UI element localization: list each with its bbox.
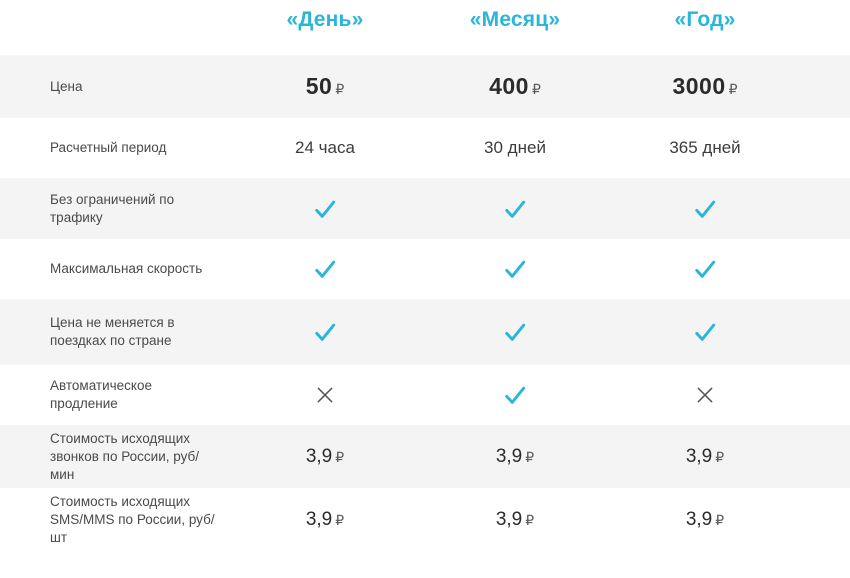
plan-title-month: «Месяц»	[469, 8, 561, 31]
check-icon	[610, 258, 800, 280]
table-row	[0, 239, 850, 299]
row-label: Стоимость исходящих SMS/MMS по России, руб/шт	[50, 493, 215, 545]
cross-icon	[695, 385, 715, 405]
currency-symbol: ₽	[525, 448, 535, 465]
check-icon	[420, 198, 610, 220]
plan-column-year	[610, 8, 800, 32]
price-cell	[420, 509, 610, 531]
cell-text: 30 дней	[484, 138, 546, 157]
table-body	[0, 55, 850, 551]
price-cell	[610, 73, 800, 100]
table-row	[0, 55, 850, 118]
check-icon	[694, 258, 716, 280]
currency-symbol: ₽	[728, 81, 738, 97]
row-label: Цена	[50, 78, 83, 94]
price-value: 400	[489, 73, 529, 99]
plan-title-year: «Год»	[674, 8, 736, 31]
check-icon	[314, 321, 336, 343]
currency-symbol: ₽	[335, 81, 345, 97]
check-icon	[694, 198, 716, 220]
check-icon	[504, 384, 526, 406]
check-icon	[504, 258, 526, 280]
check-icon	[230, 258, 420, 280]
price-value: 3000	[672, 73, 726, 99]
text-cell	[230, 138, 420, 158]
text-cell	[610, 138, 800, 158]
price-cell	[230, 73, 420, 100]
price-cell	[420, 73, 610, 100]
table-row	[0, 178, 850, 239]
currency-symbol: ₽	[715, 448, 725, 465]
check-icon	[504, 198, 526, 220]
currency-symbol: ₽	[715, 511, 725, 528]
currency-symbol: ₽	[525, 511, 535, 528]
cross-icon	[315, 385, 335, 405]
price-value: 3,9	[495, 445, 523, 467]
table-row	[0, 488, 850, 551]
cross-icon	[230, 385, 420, 405]
currency-symbol: ₽	[531, 81, 541, 97]
check-icon	[314, 198, 336, 220]
cross-icon	[610, 385, 800, 405]
table-header-row	[0, 0, 850, 55]
check-icon	[504, 321, 526, 343]
check-icon	[610, 321, 800, 343]
price-value: 3,9	[305, 445, 333, 467]
check-icon	[230, 321, 420, 343]
price-cell	[610, 446, 800, 468]
cell-text: 365 дней	[669, 138, 741, 157]
row-label: Расчетный период	[50, 140, 167, 155]
row-label: Автоматическое продление	[50, 378, 153, 411]
price-cell	[230, 446, 420, 468]
currency-symbol: ₽	[335, 448, 345, 465]
check-icon	[610, 198, 800, 220]
text-cell	[420, 138, 610, 158]
check-icon	[420, 258, 610, 280]
row-label: Максимальная скорость	[50, 261, 203, 276]
cell-text: 24 часа	[295, 138, 355, 157]
check-icon	[694, 321, 716, 343]
price-value: 50	[305, 73, 333, 99]
price-cell	[420, 446, 610, 468]
row-label: Стоимость исходящих звонков по России, руб/мин	[50, 430, 199, 482]
price-value: 3,9	[305, 508, 333, 530]
price-value: 3,9	[685, 508, 713, 530]
plan-column-day	[230, 8, 420, 32]
price-cell	[230, 509, 420, 531]
check-icon	[420, 321, 610, 343]
currency-symbol: ₽	[335, 511, 345, 528]
check-icon	[420, 384, 610, 406]
check-icon	[314, 258, 336, 280]
price-value: 3,9	[685, 445, 713, 467]
row-label: Без ограничений по трафику	[50, 191, 175, 225]
plan-column-month	[420, 8, 610, 32]
price-value: 3,9	[495, 508, 523, 530]
table-row	[0, 365, 850, 425]
price-cell	[610, 509, 800, 531]
table-row	[0, 299, 850, 365]
table-row	[0, 118, 850, 178]
check-icon	[230, 198, 420, 220]
plan-title-day: «День»	[286, 8, 364, 31]
row-label: Цена не меняется в поездках по стране	[50, 315, 175, 348]
table-row	[0, 425, 850, 488]
